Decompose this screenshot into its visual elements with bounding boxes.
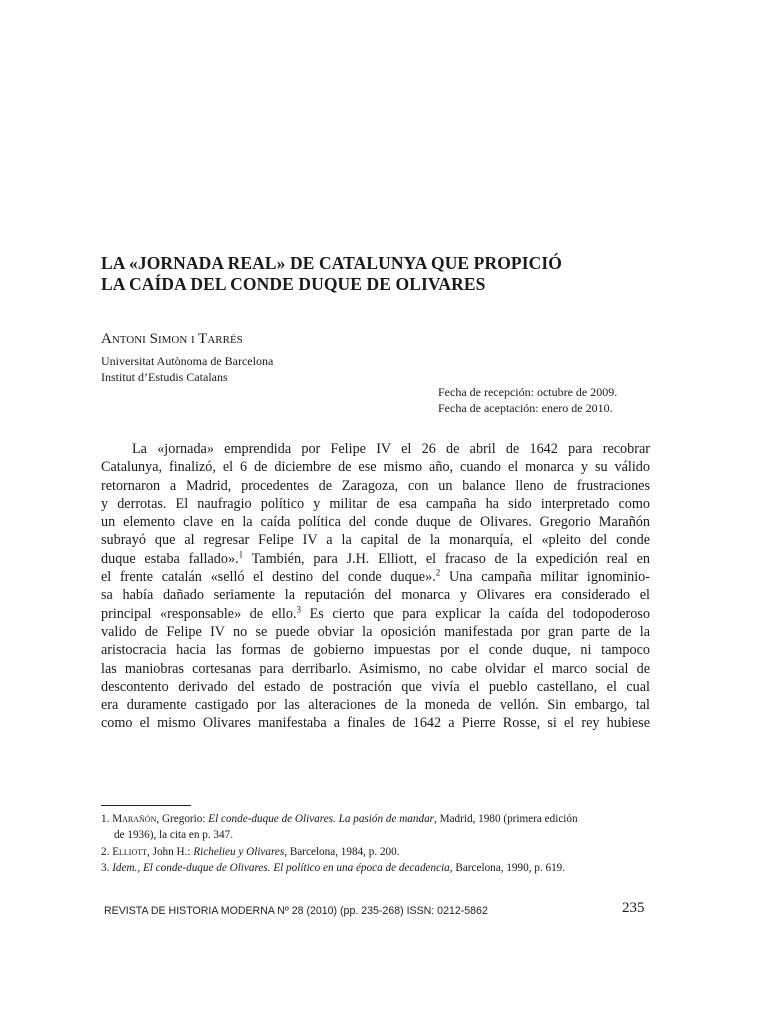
footnote-text: , John H.: (147, 845, 194, 858)
affiliation-1: Universitat Autònoma de Barcelona (101, 354, 274, 368)
received-date: Fecha de recepción: octubre de 2009. (438, 385, 618, 399)
body-line (101, 568, 650, 586)
body-line: y derrotas. El naufragio político y militar de esa campaña ha sido interpretado como (101, 495, 650, 512)
body-line: Catalunya, finalizó, el 6 de diciembre de ese mismo año, cuando el monarca y su válido (101, 459, 650, 476)
footnote-author: Elliott (112, 845, 148, 858)
footnote-ref-3: 3 (296, 603, 302, 614)
footnote-text: , Gregorio: (156, 813, 209, 825)
body-line: retornaron a Madrid, procedentes de Zaragoza, con un balance lleno de frustraciones (101, 477, 650, 494)
footnote-divider (101, 805, 191, 806)
footnote-ref-1: 1 (238, 549, 244, 560)
body-line: un elemento clave en la caída política del conde duque de Olivares. Gregorio Marañón (101, 514, 650, 531)
title-line-1: LA «JORNADA REAL» DE CATALUNYA QUE PROPICIÓ (101, 253, 562, 273)
body-line: aristocracia hacia las formas de gobierno impuestas por el conde duque, ni tampoco (101, 642, 650, 659)
body-line: descontento derivado del estado de postración que vivía el pueblo castellano, el cual (101, 678, 650, 695)
submission-dates (438, 385, 617, 416)
footnote-1 (101, 811, 650, 827)
footnote-2 (101, 844, 650, 860)
page-number: 235 (622, 900, 645, 916)
footnote-ref-2: 2 (435, 567, 441, 578)
body-text-segment: Una campaña militar ignominio- (440, 569, 650, 586)
title-line-2: LA CAÍDA DEL CONDE DUQUE DE OLIVARES (101, 274, 486, 294)
footnote-3 (101, 860, 650, 876)
body-line: valido de Felipe IV no se puede obviar la oposición manifestada por gran parte de la (101, 623, 650, 640)
body-line: La «jornada» emprendida por Felipe IV el 26 de abril de 1642 para recobrar (132, 441, 650, 457)
footnote-number: 2. (101, 845, 110, 858)
journal-footer: REVISTA DE HISTORIA MODERNA Nº 28 (2010) (pp. 235-268) ISSN: 0212-5862 (104, 905, 488, 917)
footnote-text: , Madrid, 1980 (primera edición (434, 813, 578, 825)
footnote-author: Marañón (112, 813, 157, 825)
footnote-text: , Barcelona, 1990, p. 619. (449, 861, 566, 874)
footnote-1-continuation: de 1936), la cita en p. 347. (114, 829, 233, 842)
footnotes (101, 811, 650, 876)
body-line: era duramente castigado por las alteraciones de la moneda de vellón. Sin embargo, tal (101, 697, 650, 714)
footnote-text: , Barcelona, 1984, p. 200. (284, 845, 400, 858)
body-text-segment: el frente catalán «selló el destino del conde duque». (101, 569, 436, 586)
body-text-segment: También, para J.H. Elliott, el fracaso de la expedición real en (243, 550, 651, 567)
body-line: subrayó que al regresar Felipe IV a la capital de la monarquía, el «pleito del conde (101, 532, 650, 549)
accepted-date: Fecha de aceptación: enero de 2010. (438, 400, 613, 415)
body-text-segment: duque estaba fallado». (101, 550, 239, 567)
body-line (101, 550, 650, 568)
footnote-work-title: El conde-duque de Olivares. La pasión de mandar (208, 813, 435, 825)
footnote-number: 1. (101, 813, 110, 825)
body-line: como el mismo Olivares manifestaba a finales de 1642 a Pierre Rosse, si el rey hubiese (101, 715, 650, 732)
body-line: sa había dañado seriamente la reputación del monarca y Olivares era considerado el (101, 587, 650, 604)
affiliation-2: Institut d’Estudis Catalans (101, 369, 228, 384)
article-title (101, 253, 661, 295)
body-text-segment: Es cierto que para explicar la caída del todopoderoso (301, 605, 650, 622)
body-line: las maniobras cortesanas para derribarlo. Asimismo, no cabe olvidar el marco social de (101, 660, 650, 677)
body-text-segment: principal «responsable» de ello. (101, 605, 297, 622)
footnote-work-title: Richelieu y Olivares (193, 845, 285, 858)
footnote-work-title: Idem., El conde-duque de Olivares. El político en una época de decadencia (112, 861, 450, 874)
body-paragraph (101, 440, 650, 733)
author-affiliations (101, 354, 273, 385)
footnote-number: 3. (101, 861, 110, 874)
body-line (101, 605, 650, 623)
author-name: Antoni Simon i Tarrés (101, 331, 243, 347)
